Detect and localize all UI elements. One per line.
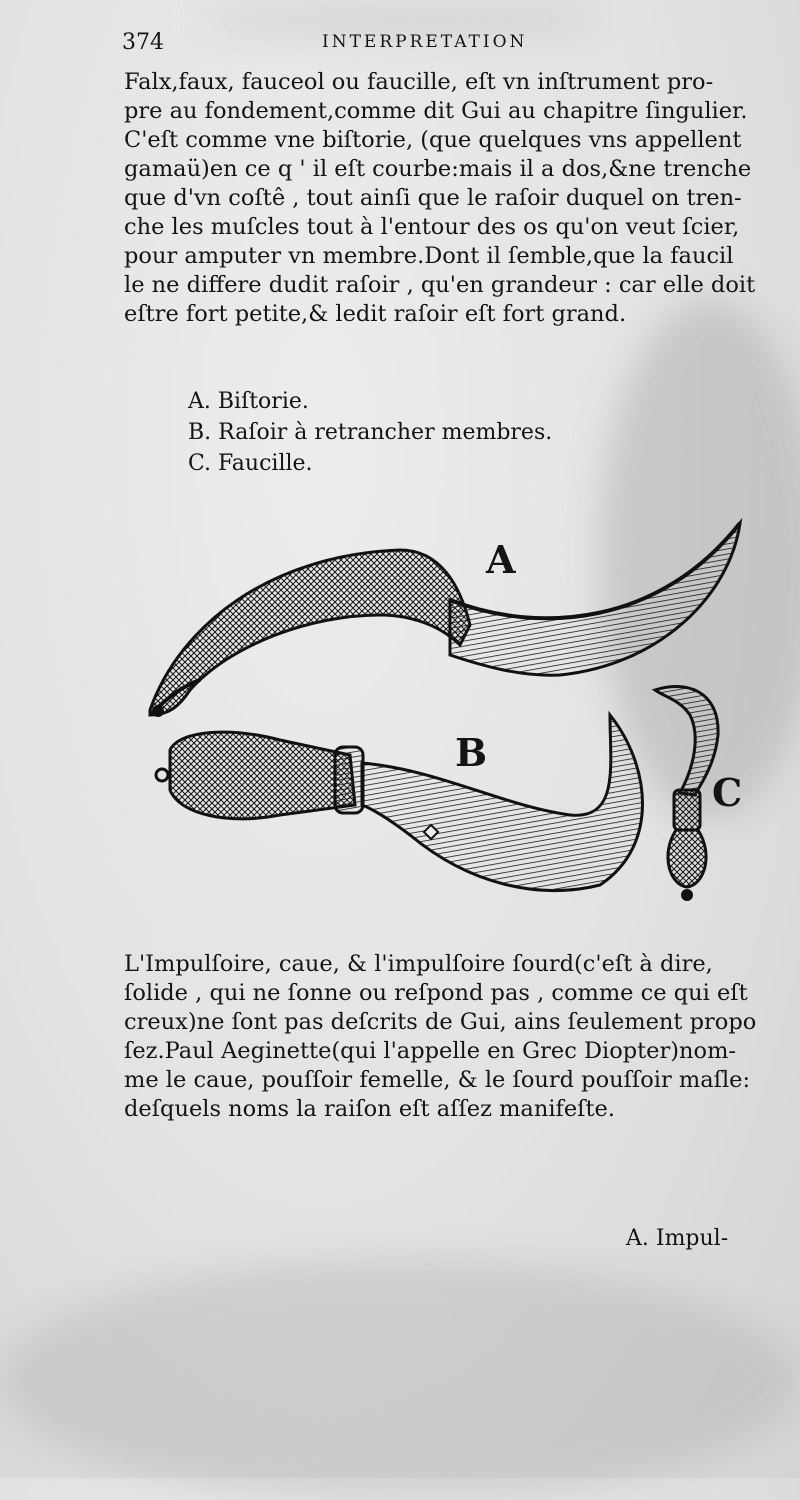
figure-label-b: B: [455, 730, 488, 775]
figure-label-a: A: [486, 537, 516, 582]
text-line: L'Impulſoire, caue, & l'impulſoire ſourd(c'eſt à dire,: [124, 951, 713, 977]
catchword: A. Impul-: [626, 1226, 729, 1251]
page-header: [122, 30, 762, 58]
text-line: gamaü)en ce q ' il eſt courbe:mais il a dos,&ne trenche: [124, 156, 752, 182]
instruments-illustration: [140, 515, 750, 915]
text-line: pour amputer vn membre.Dont il ſemble,que la faucil: [124, 243, 734, 269]
page-number: 374: [122, 30, 164, 55]
figure-legend: [188, 386, 552, 479]
legend-item-a: A. Biſtorie.: [188, 389, 309, 414]
text-line: che les muſcles tout à l'entour des os qu'on veut ſcier,: [124, 214, 740, 240]
rasoir-drawing: [156, 715, 643, 891]
text-line: eſtre fort petite,& ledit raſoir eſt fort grand.: [124, 301, 627, 327]
text-line: pre au fondement,comme dit Gui au chapitre ſingulier.: [124, 98, 748, 124]
text-line: Falx,faux, fauceol ou faucille, eſt vn inſtrument pro-: [124, 69, 714, 95]
text-line: ſolide , qui ne ſonne ou reſpond pas , comme ce qui eſt: [124, 980, 748, 1006]
legend-item-b: B. Raſoir à retrancher membres.: [188, 420, 553, 445]
text-line: ſez.Paul Aeginette(qui l'appelle en Grec Diopter)nom-: [124, 1038, 737, 1064]
woodcut-figure: [140, 515, 750, 915]
text-line: me le caue, pouſſoir femelle, & le ſourd pouſſoir maſle:: [124, 1067, 751, 1093]
paragraph-impulsoire: [124, 950, 756, 1124]
text-line: C'eſt comme vne biſtorie, (que quelques vns appellent: [124, 127, 742, 153]
paper-stain: [0, 1260, 800, 1500]
legend-item-c: C. Faucille.: [188, 451, 313, 476]
running-title: INTERPRETATION: [322, 32, 528, 52]
text-line: deſquels noms la raiſon eſt aſſez manifeſte.: [124, 1096, 616, 1122]
bistorie-drawing: [150, 523, 740, 717]
faucille-drawing: [655, 686, 718, 901]
figure-label-c: C: [712, 770, 743, 815]
paragraph-falx: [124, 68, 755, 329]
text-line: le ne differe dudit raſoir , qu'en grandeur : car elle doit: [124, 272, 756, 298]
text-line: que d'vn coſtê , tout ainſi que le raſoir duquel on tren-: [124, 185, 742, 211]
text-line: creux)ne ſont pas deſcrits de Gui, ains ſeulement propo: [124, 1009, 757, 1035]
